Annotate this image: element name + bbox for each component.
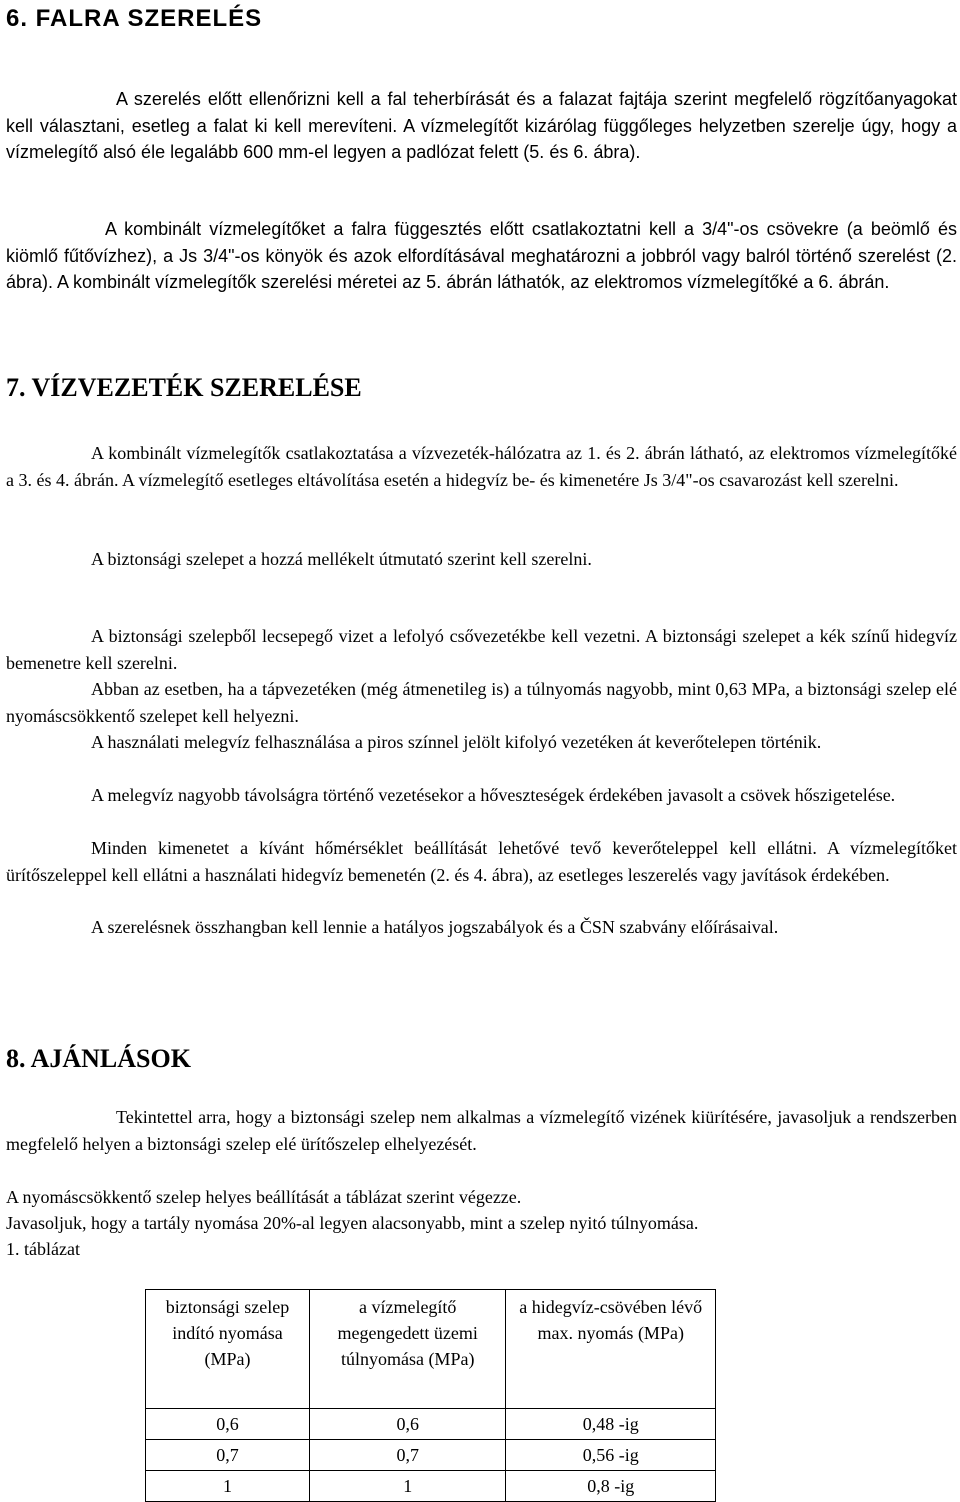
table-cell: 0,6 [310,1409,506,1440]
table-header-cell: a hidegvíz-csövében lévő max. nyomás (MPa) [506,1290,716,1409]
section-6-heading: 6. FALRA SZERELÉS [6,5,263,32]
section-8-heading: 8. AJÁNLÁSOK [6,1044,191,1073]
section-7-paragraph-7: Minden kimenetet a kívánt hőmérséklet beállítását lehetővé tevő keverőteleppel kell ellátni. A vízmelegítőket ürítőszeleppel kell ellátni a használati hidegvíz bemenetén (2. és 4. ábra), az esetleges leszerelés vagy javítások érdekében. [6,838,957,885]
section-7-paragraph-2: A biztonsági szelepet a hozzá mellékelt útmutató szerint kell szerelni. [91,549,592,569]
table-header-cell: biztonsági szelep indító nyomása (MPa) [146,1290,310,1409]
section-7-paragraph-1: A kombinált vízmelegítők csatlakoztatása a vízvezeték-hálózatra az 1. és 2. ábrán látható, az elektromos vízmelegítőké a 3. és 4. ábrán. A vízmelegítő esetleges eltávolítása esetén a hidegvíz be- és kimenetére Js 3/4"-os csavarozást kell szerelni. [6,443,957,490]
section-7-paragraph-8: A szerelésnek összhangban kell lennie a hatályos jogszabályok és a ČSN szabvány előírásaival. [91,917,779,937]
section-8-paragraph-3: Javasoljuk, hogy a tartály nyomása 20%-al legyen alacsonyabb, mint a szelep nyitó túlnyomása. [6,1213,699,1233]
section-7-paragraph-6: A melegvíz nagyobb távolságra történő vezetésekor a hőveszteségek érdekében javasolt a csövek hőszigetelése. [91,785,896,805]
table-cell: 1 [310,1471,506,1502]
section-8-paragraph-1: Tekintettel arra, hogy a biztonsági szelep nem alkalmas a vízmelegítő vizének kiürítésére, javasoljuk a rendszerben megfelelő helyen a biztonsági szelep elé ürítőszelep elhelyezését. [6,1107,957,1154]
table-cell: 0,48 -ig [506,1409,716,1440]
table-caption: 1. táblázat [6,1239,80,1259]
section-7-paragraph-4: Abban az esetben, ha a tápvezetéken (még átmenetileg is) a túlnyomás nagyobb, mint 0,63 MPa, a biztonsági szelep elé nyomáscsökkentő szelepet kell helyezni. [6,679,957,726]
table-header-row [146,1290,716,1409]
table-cell: 0,6 [146,1409,310,1440]
table-cell: 1 [146,1471,310,1502]
section-7-heading: 7. VÍZVEZETÉK SZERELÉSE [6,373,362,402]
table-row [146,1409,716,1440]
table-cell: 0,7 [310,1440,506,1471]
table-cell: 0,56 -ig [506,1440,716,1471]
section-8-paragraph-2: A nyomáscsökkentő szelep helyes beállítását a táblázat szerint végezze. [6,1187,522,1207]
table-row [146,1471,716,1502]
section-7-paragraph-5: A használati melegvíz felhasználása a piros színnel jelölt kifolyó vezetéken át keverőtelepen történik. [91,732,822,752]
table-row [146,1440,716,1471]
table-header-cell: a vízmelegítő megengedett üzemi túlnyomása (MPa) [310,1290,506,1409]
pressure-table [145,1289,716,1502]
table-cell: 0,7 [146,1440,310,1471]
section-7-paragraph-3: A biztonsági szelepből lecsepegő vizet a lefolyó csővezetékbe kell vezetni. A biztonsági szelepet a kék színű hidegvíz bemenetre kell szerelni. [6,626,957,673]
section-6-paragraph-1: A szerelés előtt ellenőrizni kell a fal teherbírását és a falazat fajtája szerint megfelelő rögzítőanyagokat kell választani, esetleg a falat ki kell merevíteni. A vízmelegítőt kizárólag függőleges helyzetben szerelje úgy, hogy a vízmelegítő alsó éle legalább 600 mm-el legyen a padlózat felett (5. és 6. ábra). [6,89,957,162]
section-6-paragraph-2: A kombinált vízmelegítőket a falra függesztés előtt csatlakoztatni kell a 3/4"-os csövekre (a beömlő és kiömlő fűtővízhez), a Js 3/4"-os könyök és azok elfordításával meghatározni a jobbról vagy balról történő szerelést (2. ábra). A kombinált vízmelegítők szerelési méretei az 5. ábrán láthatók, az elektromos vízmelegítőké a 6. ábrán. [6,219,957,292]
table-cell: 0,8 -ig [506,1471,716,1502]
